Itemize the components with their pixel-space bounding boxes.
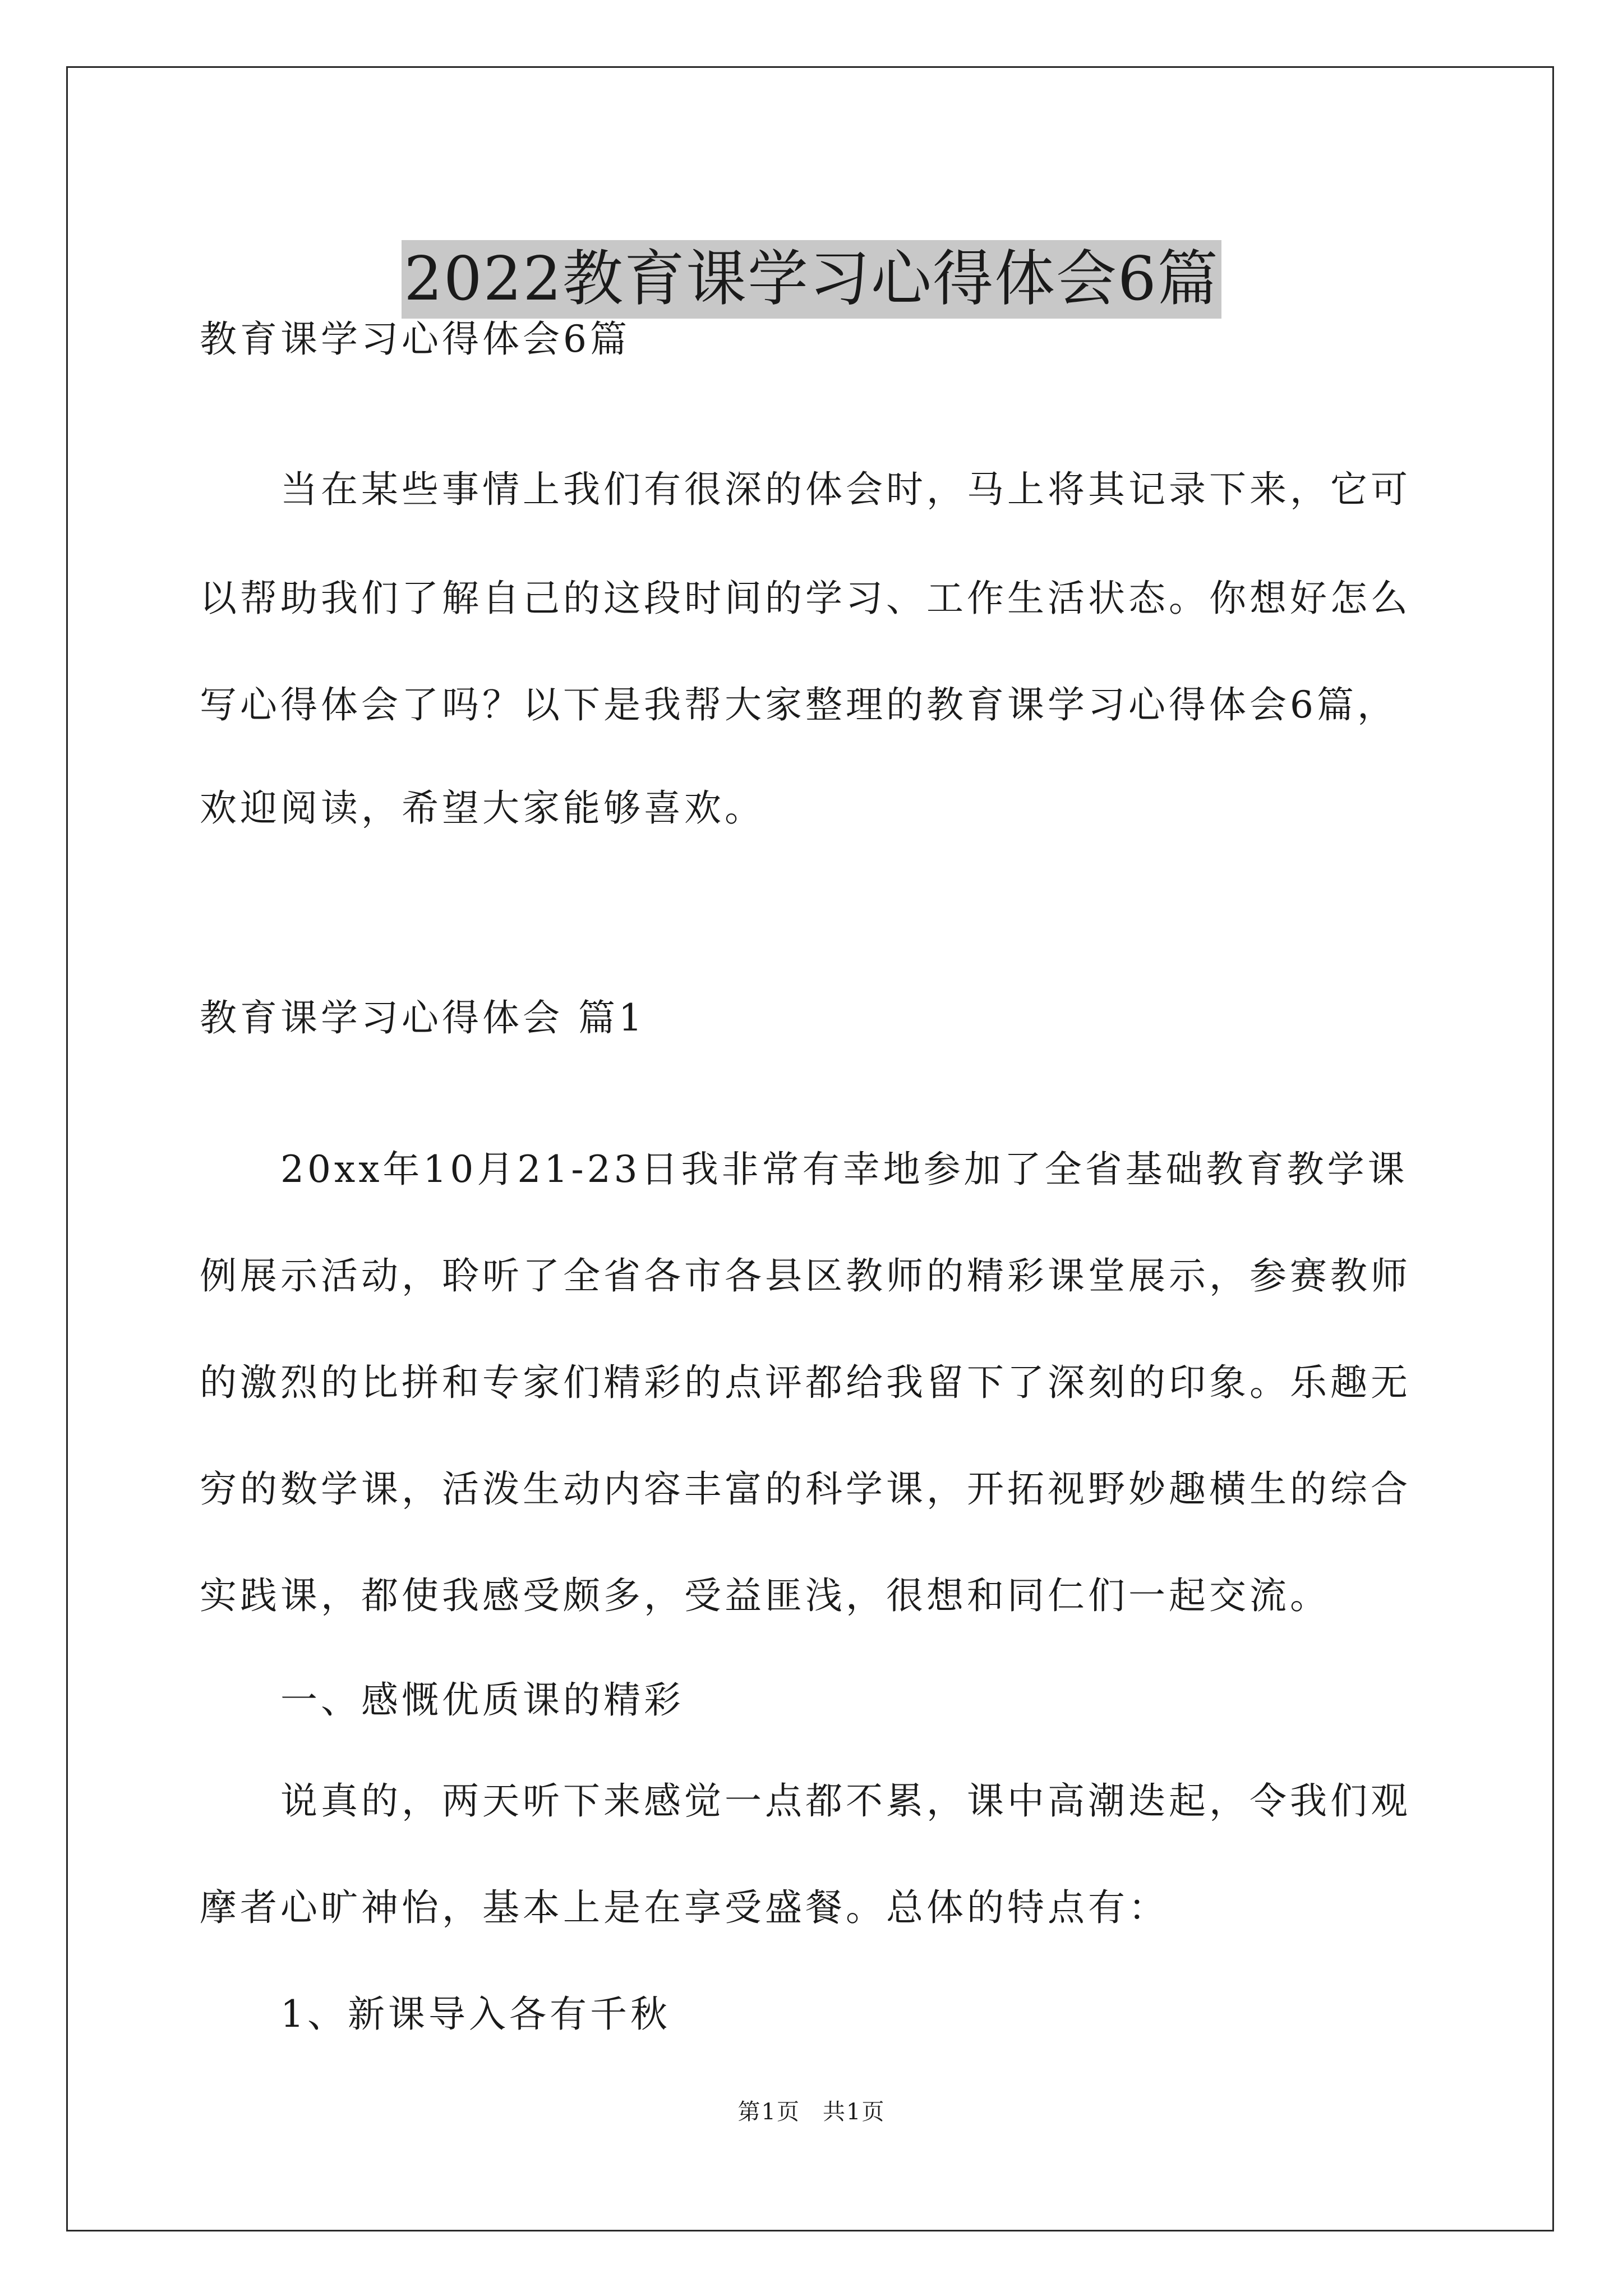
page-footer bbox=[0, 2095, 1623, 2129]
intro-line-1: 当在某些事情上我们有很深的体会时，马上将其记录下来，它可 bbox=[280, 468, 1411, 511]
intro-line-4: 欢迎阅读，希望大家能够喜欢。 bbox=[200, 786, 765, 830]
paragraph1-line-2: 例展示活动，聆听了全省各市各县区教师的精彩课堂展示，参赛教师 bbox=[200, 1254, 1411, 1297]
section-heading: 教育课学习心得体会 篇1 bbox=[200, 996, 645, 1039]
paragraph2-line-2: 摩者心旷神怡，基本上是在享受盛餐。总体的特点有： bbox=[200, 1886, 1169, 1929]
point-heading: 一、感慨优质课的精彩 bbox=[280, 1678, 684, 1722]
page-number-total: 共1页 bbox=[823, 2099, 886, 2125]
sub-point-heading: 1、新课导入各有千秋 bbox=[280, 1993, 671, 2036]
paragraph1-line-4: 穷的数学课，活泼生动内容丰富的科学课，开拓视野妙趣横生的综合 bbox=[200, 1467, 1411, 1511]
page-number-current: 第1页 bbox=[737, 2099, 800, 2125]
paragraph2-line-1: 说真的，两天听下来感觉一点都不累，课中高潮迭起，令我们观 bbox=[280, 1779, 1411, 1823]
paragraph1-line-5: 实践课，都使我感受颇多，受益匪浅，很想和同仁们一起交流。 bbox=[200, 1574, 1330, 1617]
intro-line-3: 写心得体会了吗？以下是我帮大家整理的教育课学习心得体会6篇， bbox=[200, 683, 1398, 726]
paragraph1-line-3: 的激烈的比拼和专家们精彩的点评都给我留下了深刻的印象。乐趣无 bbox=[200, 1361, 1411, 1404]
document-subtitle: 教育课学习心得体会6篇 bbox=[200, 318, 630, 361]
paragraph1-line-1: 20xx年10月21-23日我非常有幸地参加了全省基础教育教学课 bbox=[280, 1148, 1408, 1191]
document-title: 2022教育课学习心得体会6篇 bbox=[402, 240, 1221, 319]
intro-line-2: 以帮助我们了解自己的这段时间的学习、工作生活状态。你想好怎么 bbox=[200, 577, 1411, 620]
